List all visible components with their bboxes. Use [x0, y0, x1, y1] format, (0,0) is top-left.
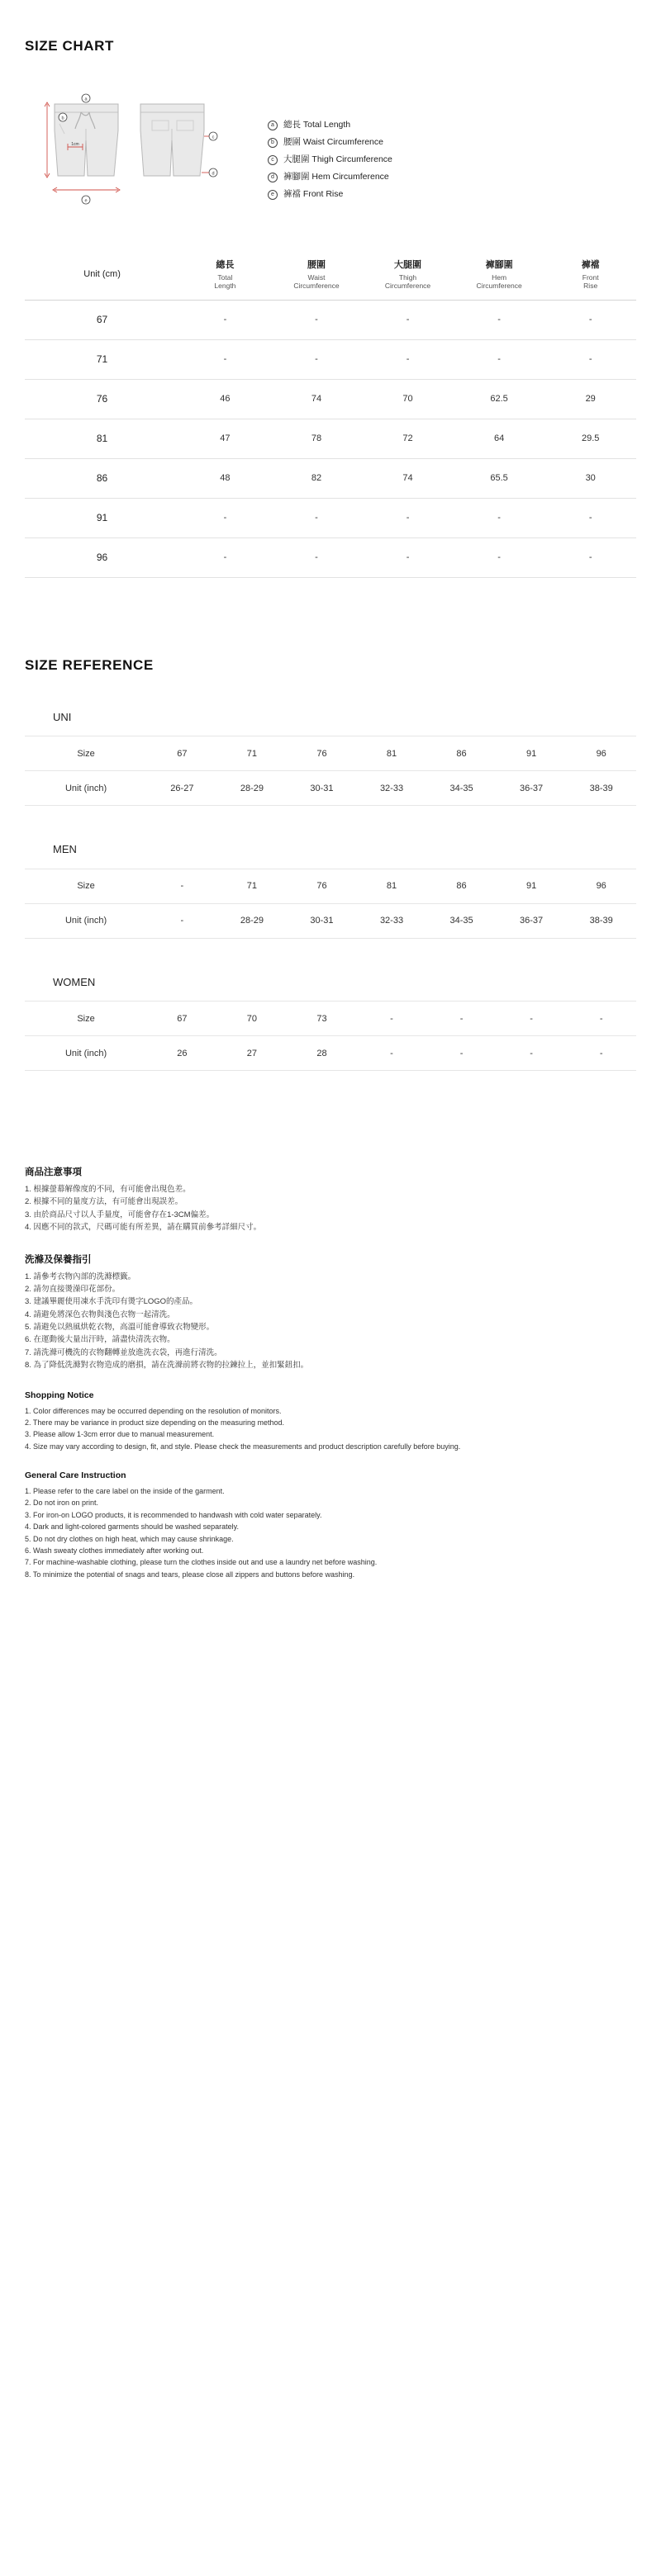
legend-badge-a: a	[268, 121, 278, 130]
reference-table-uni	[25, 698, 636, 807]
list-item: 7. 請洗滌可機洗的衣物翻轉並放進洗衣袋，再進行清洗。	[25, 1347, 222, 1357]
cell: 81	[357, 869, 427, 903]
cell: 74	[271, 379, 363, 419]
cell: -	[454, 339, 545, 379]
cell: 86	[426, 736, 497, 771]
cell: 91	[497, 736, 567, 771]
cell: 28-29	[217, 771, 288, 806]
table-header-row	[25, 250, 636, 300]
list-item: 8. 為了降低洗滌對衣物造成的磨損，請在洗滌前將衣物的拉鍊拉上，並扣緊鈕扣。	[25, 1361, 309, 1371]
table-row	[25, 903, 636, 938]
cell: -	[544, 498, 636, 537]
legend-badge-e: e	[268, 190, 278, 200]
list-item: 3. Please allow 1-3cm error due to manual measurement.	[25, 1430, 215, 1439]
cell: 73	[287, 1002, 357, 1036]
cell: 29	[544, 379, 636, 419]
row-size: 76	[25, 379, 179, 419]
list-item: 1. 根據螢幕解像度的不同，有可能會出現色差。	[25, 1185, 191, 1194]
list-item: 6. 在運動後大量出汗時，請盡快清洗衣物。	[25, 1335, 175, 1345]
list-item: 4. 請避免將深色衣物與淺色衣物一起清洗。	[25, 1309, 175, 1319]
cell: 71	[217, 869, 288, 903]
cell: -	[566, 1036, 636, 1071]
column-header-waist: 腰圍 Waist Circumference	[271, 250, 363, 300]
cell: -	[544, 339, 636, 379]
column-header-thigh: 大腿圍 Thigh Circumference	[362, 250, 454, 300]
cell: 26-27	[147, 771, 217, 806]
legend-label: 總長 Total Length	[283, 120, 351, 130]
group-name: WOMEN	[25, 964, 636, 1002]
cell: 76	[287, 736, 357, 771]
row-label-inch: Unit (inch)	[25, 1036, 147, 1071]
cell: 74	[362, 458, 454, 498]
cell: -	[544, 300, 636, 339]
shopping-notice-heading: Shopping Notice	[25, 1390, 94, 1400]
table-row	[25, 379, 636, 419]
list-item: 3. For iron-on LOGO products, it is recommended to handwash with cold water separately.	[25, 1510, 322, 1519]
legend-item	[268, 173, 392, 182]
measurement-legend	[268, 121, 392, 207]
cell: 48	[179, 458, 271, 498]
row-size: 67	[25, 300, 179, 339]
cell: 30-31	[287, 771, 357, 806]
measurement-diagram-block	[25, 54, 636, 217]
shopping-notice-list	[25, 1405, 636, 1453]
general-care-list	[25, 1485, 636, 1580]
cell: 36-37	[497, 771, 567, 806]
column-header-total-length: 總長 Total Length	[179, 250, 271, 300]
cell: 67	[147, 736, 217, 771]
cell: -	[454, 300, 545, 339]
care-instruction-block	[25, 1252, 636, 1372]
legend-label: 大腿圍 Thigh Circumference	[283, 154, 392, 165]
cell: -	[362, 339, 454, 379]
product-notice-heading: 商品注意事項	[25, 1167, 82, 1177]
cell: 34-35	[426, 903, 497, 938]
list-item: 7. For machine-washable clothing, please turn the clothes inside out and use a laundry net before washing.	[25, 1558, 378, 1567]
table-row	[25, 869, 636, 903]
legend-item	[268, 121, 392, 130]
group-header-uni	[25, 698, 636, 736]
reference-table-women	[25, 964, 636, 1072]
table-row	[25, 419, 636, 458]
cell: -	[357, 1002, 427, 1036]
cell: 28	[287, 1036, 357, 1071]
list-item: 5. Do not dry clothes on high heat, which may cause shrinkage.	[25, 1534, 234, 1543]
cell: -	[362, 300, 454, 339]
cell: 81	[357, 736, 427, 771]
cell: 30	[544, 458, 636, 498]
list-item: 3. 由於商品尺寸以人手量度，可能會存在1-3CM偏差。	[25, 1210, 215, 1219]
cell: 38-39	[566, 903, 636, 938]
cell: -	[271, 300, 363, 339]
list-item: 1. Please refer to the care label on the inside of the garment.	[25, 1487, 225, 1496]
cell: -	[362, 498, 454, 537]
general-care-block	[25, 1470, 636, 1580]
cell: 71	[217, 736, 288, 771]
group-name: UNI	[25, 698, 636, 736]
table-row	[25, 339, 636, 379]
size-chart-table	[25, 250, 636, 578]
row-size: 91	[25, 498, 179, 537]
cell: 62.5	[454, 379, 545, 419]
cell: -	[179, 339, 271, 379]
cell: -	[147, 869, 217, 903]
legend-item	[268, 190, 392, 200]
cell: -	[454, 537, 545, 577]
list-item: 3. 建議畢麗使用凍水手洗印有燙字LOGO的產品。	[25, 1297, 198, 1307]
row-label-size: Size	[25, 736, 147, 771]
cell: 47	[179, 419, 271, 458]
size-reference-tables	[25, 698, 636, 1072]
legend-item	[268, 155, 392, 165]
list-item: 2. 根據不同的量度方法，有可能會出現誤差。	[25, 1197, 183, 1207]
legend-label: 褲襠 Front Rise	[283, 189, 344, 200]
svg-text:c: c	[212, 135, 215, 140]
svg-text:d: d	[212, 171, 215, 177]
legend-badge-b: b	[268, 138, 278, 148]
cell: 64	[454, 419, 545, 458]
cell: -	[566, 1002, 636, 1036]
cell: -	[454, 498, 545, 537]
cell: -	[497, 1036, 567, 1071]
legend-badge-d: d	[268, 173, 278, 182]
row-size: 71	[25, 339, 179, 379]
unit-header: Unit (cm)	[25, 250, 179, 300]
cell: -	[544, 537, 636, 577]
list-item: 1. Color differences may be occurred depending on the resolution of monitors.	[25, 1406, 282, 1415]
svg-text:e: e	[84, 198, 88, 204]
row-label-inch: Unit (inch)	[25, 771, 147, 806]
list-item: 2. 請勿直接燙澡印花部份。	[25, 1284, 121, 1294]
cell: 72	[362, 419, 454, 458]
cell: 91	[497, 869, 567, 903]
cell: 36-37	[497, 903, 567, 938]
cell: 78	[271, 419, 363, 458]
cell: 30-31	[287, 903, 357, 938]
row-size: 81	[25, 419, 179, 458]
cell: 96	[566, 869, 636, 903]
list-item: 6. Wash sweaty clothes immediately after working out.	[25, 1546, 204, 1556]
general-care-heading: General Care Instruction	[25, 1470, 126, 1481]
size-reference-title: SIZE REFERENCE	[25, 656, 154, 673]
table-row	[25, 736, 636, 771]
list-item: 2. There may be variance in product size depending on the measuring method.	[25, 1418, 285, 1427]
cell: 34-35	[426, 771, 497, 806]
table-row	[25, 498, 636, 537]
page-title: SIZE CHART	[25, 38, 114, 54]
group-name: MEN	[25, 831, 636, 869]
svg-text:b: b	[61, 116, 64, 121]
list-item: 5. 請避免以熱風烘乾衣物，高溫可能會導致衣物變形。	[25, 1323, 215, 1332]
cell: 82	[271, 458, 363, 498]
row-size: 86	[25, 458, 179, 498]
legend-label: 褲腳圍 Hem Circumference	[283, 172, 389, 182]
cell: 96	[566, 736, 636, 771]
table-row	[25, 300, 636, 339]
cell: -	[357, 1036, 427, 1071]
legend-badge-c: c	[268, 155, 278, 165]
shopping-notice-block	[25, 1390, 636, 1453]
row-label-size: Size	[25, 869, 147, 903]
cell: 27	[217, 1036, 288, 1071]
group-header-women	[25, 964, 636, 1002]
cell: 46	[179, 379, 271, 419]
cell: 70	[217, 1002, 288, 1036]
list-item: 4. 因應不同的款式，尺碼可能有所差異，請在購買前參考詳細尺寸。	[25, 1223, 262, 1233]
cell: -	[179, 498, 271, 537]
cell: 29.5	[544, 419, 636, 458]
list-item: 4. Size may vary according to design, fit, and style. Please check the measurements and product description carefully before buying.	[25, 1442, 461, 1451]
legend-item	[268, 138, 392, 148]
row-label-inch: Unit (inch)	[25, 903, 147, 938]
care-instruction-list	[25, 1271, 636, 1372]
table-row	[25, 1036, 636, 1071]
table-row	[25, 537, 636, 577]
product-notice-list	[25, 1183, 636, 1234]
cell: -	[271, 537, 363, 577]
cell: 86	[426, 869, 497, 903]
cell: 26	[147, 1036, 217, 1071]
svg-text:a: a	[84, 97, 88, 102]
cell: -	[147, 903, 217, 938]
list-item: 8. To minimize the potential of snags and tears, please close all zippers and buttons before washing.	[25, 1570, 355, 1579]
cell: -	[271, 498, 363, 537]
cell: -	[271, 339, 363, 379]
row-size: 96	[25, 537, 179, 577]
table-row	[25, 771, 636, 806]
cell: -	[426, 1036, 497, 1071]
table-row	[25, 458, 636, 498]
svg-text:1cm: 1cm	[71, 142, 79, 147]
cell: 32-33	[357, 903, 427, 938]
cell: -	[179, 300, 271, 339]
column-header-hem: 褲腳圍 Hem Circumference	[454, 250, 545, 300]
cell: 38-39	[566, 771, 636, 806]
cell: 65.5	[454, 458, 545, 498]
list-item: 2. Do not iron on print.	[25, 1499, 99, 1508]
shorts-diagram	[40, 89, 238, 217]
cell: -	[179, 537, 271, 577]
legend-label: 腰圍 Waist Circumference	[283, 137, 383, 148]
cell: -	[497, 1002, 567, 1036]
cell: 28-29	[217, 903, 288, 938]
table-row	[25, 1002, 636, 1036]
column-header-front-rise: 褲襠 Front Rise	[544, 250, 636, 300]
product-notice-block	[25, 1165, 636, 1234]
list-item: 4. Dark and light-colored garments should be washed separately.	[25, 1522, 239, 1532]
cell: -	[362, 537, 454, 577]
care-instruction-heading: 洗滌及保養指引	[25, 1254, 92, 1265]
cell: 67	[147, 1002, 217, 1036]
cell: 76	[287, 869, 357, 903]
cell: -	[426, 1002, 497, 1036]
reference-table-men	[25, 831, 636, 939]
group-header-men	[25, 831, 636, 869]
notes-section	[25, 1165, 636, 1580]
row-label-size: Size	[25, 1002, 147, 1036]
list-item: 1. 請參考衣物內部的洗滌標籤。	[25, 1271, 136, 1281]
cell: 32-33	[357, 771, 427, 806]
cell: 70	[362, 379, 454, 419]
